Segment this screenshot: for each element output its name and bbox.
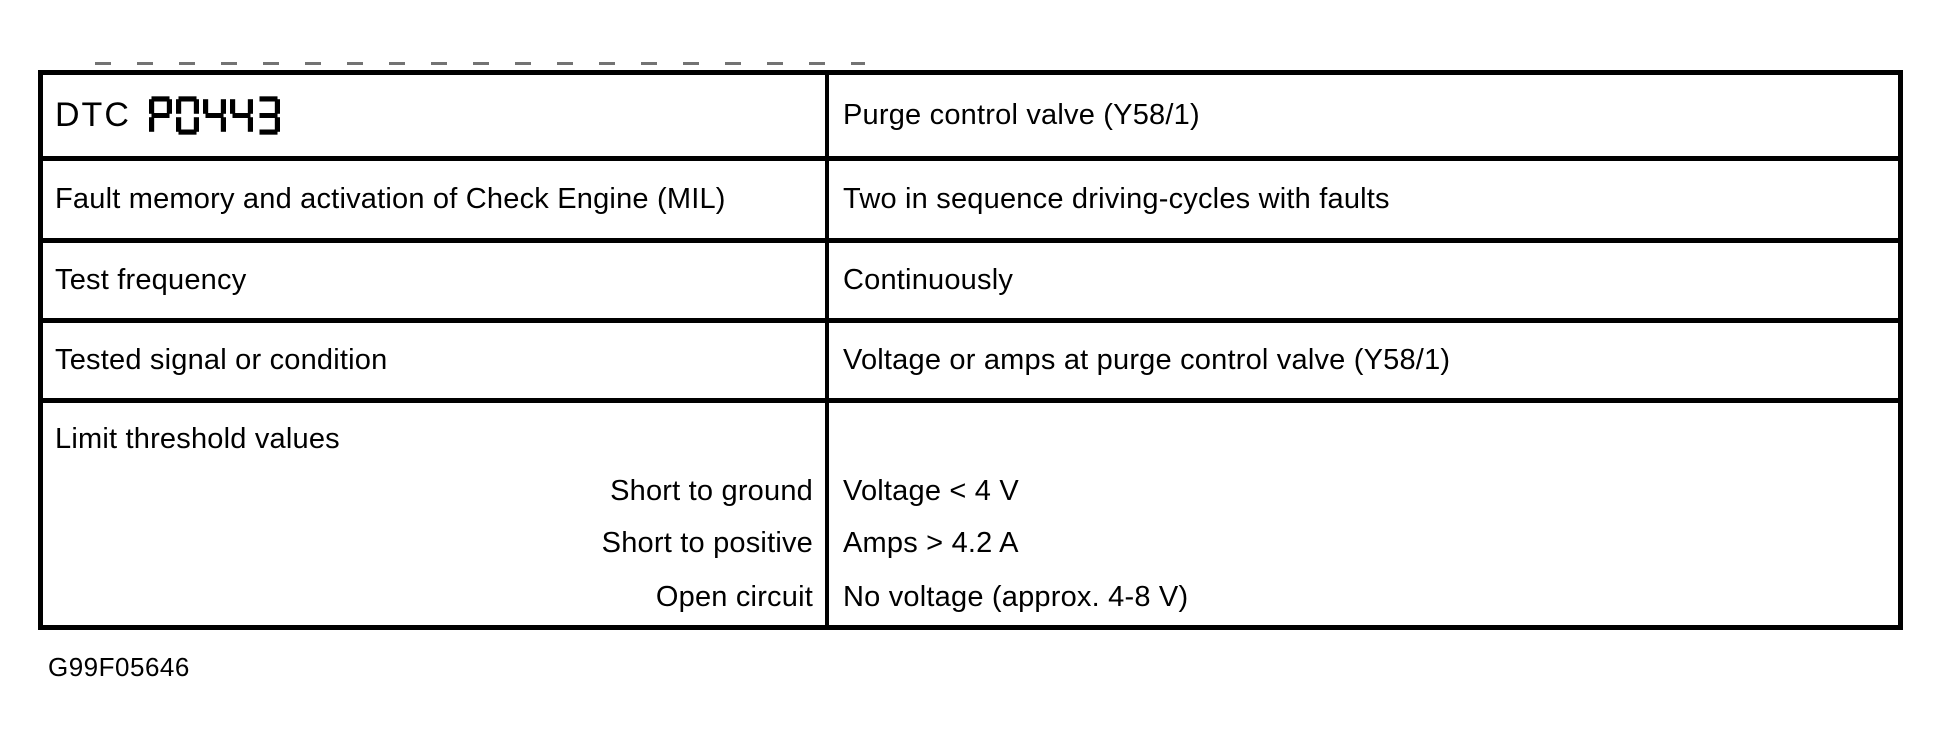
condition-short-to-ground-value: Voltage < 4 V	[843, 474, 1019, 507]
limit-thresholds-empty-cell	[829, 403, 1898, 465]
fault-memory-value: Two in sequence driving-cycles with faults	[843, 183, 1390, 215]
table-row-tested-signal	[43, 323, 1898, 403]
fault-memory-label: Fault memory and activation of Check Engine (MIL)	[55, 183, 726, 215]
condition-short-to-positive-label: Short to positive	[601, 527, 813, 559]
condition-open-circuit-value: No voltage (approx. 4-8 V)	[843, 581, 1189, 613]
test-frequency-label: Test frequency	[55, 264, 247, 296]
condition-short-to-positive-value: Amps > 4.2 A	[843, 527, 1019, 559]
condition-short-to-ground-value-cell	[829, 465, 1898, 517]
limit-thresholds-title: Limit threshold values	[55, 423, 340, 455]
tested-signal-label-cell	[43, 323, 829, 398]
table-row-fault-memory	[43, 161, 1898, 243]
test-frequency-label-cell	[43, 243, 829, 318]
dtc-code-cell	[43, 75, 829, 156]
dtc-prefix-label: DTC	[55, 96, 131, 134]
condition-short-to-positive-value-cell	[829, 517, 1898, 570]
test-frequency-value: Continuously	[843, 264, 1014, 296]
table-row-limit-thresholds	[43, 403, 1898, 625]
condition-short-to-ground-label: Short to ground	[610, 474, 813, 507]
tested-signal-value-cell	[829, 323, 1898, 398]
scan-noise-artifact	[95, 62, 865, 65]
condition-open-circuit-cell	[43, 570, 829, 625]
fault-memory-value-cell	[829, 161, 1898, 238]
test-frequency-value-cell	[829, 243, 1898, 318]
dtc-code-lcd-display	[149, 95, 284, 136]
figure-reference-code: G99F05646	[48, 652, 190, 682]
tested-signal-label: Tested signal or condition	[55, 344, 388, 376]
fault-memory-label-cell	[43, 161, 829, 238]
tested-signal-value: Voltage or amps at purge control valve (Y58/1)	[843, 344, 1451, 376]
condition-open-circuit-label: Open circuit	[655, 581, 813, 613]
dtc-description-cell	[829, 75, 1898, 156]
table-row-dtc	[43, 75, 1898, 161]
condition-short-to-ground-cell	[43, 465, 829, 517]
limit-thresholds-title-cell	[43, 403, 829, 465]
condition-short-to-positive-cell	[43, 517, 829, 570]
dtc-description-text: Purge control valve (Y58/1)	[843, 99, 1200, 131]
condition-open-circuit-value-cell	[829, 570, 1898, 625]
dtc-spec-table	[38, 70, 1903, 630]
table-row-test-frequency	[43, 243, 1898, 323]
